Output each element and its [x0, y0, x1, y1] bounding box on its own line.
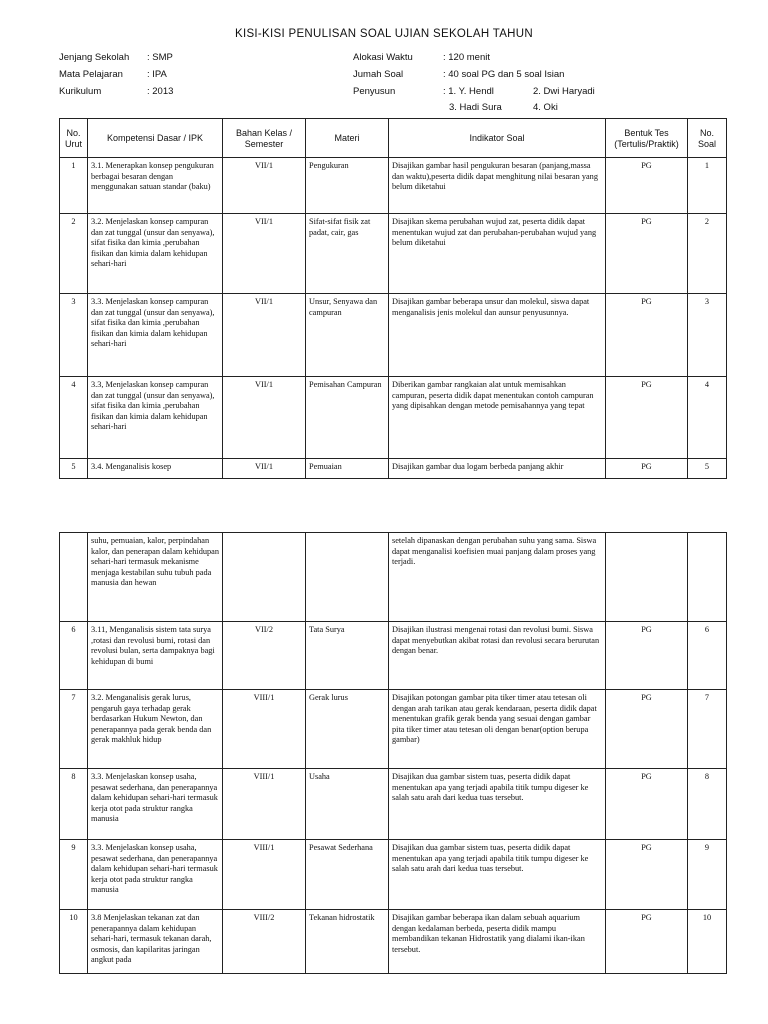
- cell-kd: 3.1. Menerapkan konsep pengukuran berbagai besaran dengan menggunakan satuan standar (baku): [88, 158, 223, 214]
- cell-indikator: Disajikan potongan gambar pita tiker timer atau tetesan oli dengan arah tarikan atau gerak kendaraan, peserta didik dapat menentukan grafik gerak benda yang sesuai dengan gambar pita tiker timer atau tetesan oli dengan benar(option berupa gambar): [389, 690, 606, 769]
- table-row: [60, 910, 727, 974]
- cell-kelas: VII/1: [223, 214, 306, 294]
- kisi-table-page-1: [59, 118, 727, 479]
- cell-materi: Sifat-sifat fisik zat padat, cair, gas: [306, 214, 389, 294]
- cell-materi: Tekanan hidrostatik: [306, 910, 389, 974]
- table-row: [60, 690, 727, 769]
- cell-soal: 2: [688, 214, 727, 294]
- cell-materi: Pesawat Sederhana: [306, 840, 389, 910]
- table-row: [60, 214, 727, 294]
- cell-kelas: VII/1: [223, 294, 306, 377]
- cell-indikator: Disajikan gambar beberapa ikan dalam sebuah aquarium dengan kedalaman berbeda, peserta didik mampu membandikan tekanan Hidrostatik yang dialami ikan-ikan tersebut.: [389, 910, 606, 974]
- cell-kelas: VIII/1: [223, 769, 306, 840]
- info-value-jenjang: : SMP: [147, 52, 173, 63]
- info-label-penyusun: Penyusun: [353, 86, 396, 97]
- cell-kelas: VII/2: [223, 622, 306, 690]
- cell-indikator: Disajikan gambar hasil pengukuran besaran (panjang,massa dan waktu),peserta didik dapat menghitung nilai besaran yang belum diketahui: [389, 158, 606, 214]
- cell-kd: suhu, pemuaian, kalor, perpindahan kalor, dan penerapan dalam kehidupan sehari-hari termasuk mekanisme menjaga kestabilan suhu tubuh pada manusia dan hewan: [88, 533, 223, 622]
- cell-kd: 3.4. Menganalisis kosep: [88, 459, 223, 479]
- table-header-row: [60, 119, 727, 158]
- cell-no: 4: [60, 377, 88, 459]
- cell-bentuk: PG: [606, 910, 688, 974]
- cell-indikator: Disajikan skema perubahan wujud zat, peserta didik dapat menentukan wujud zat dan perubahan-perubahan wujud yang belum diketahui: [389, 214, 606, 294]
- cell-no: 2: [60, 214, 88, 294]
- cell-bentuk: PG: [606, 459, 688, 479]
- cell-no: [60, 533, 88, 622]
- cell-materi: Gerak lurus: [306, 690, 389, 769]
- cell-kd: 3.3. Menjelaskan konsep usaha, pesawat sederhana, dan penerapannya dalam kehidupan sehari-hari termasuk kerja otot pada struktur rangka manusia: [88, 769, 223, 840]
- info-value-penyusun-2: 2. Dwi Haryadi: [533, 86, 595, 97]
- cell-indikator: Disajikan dua gambar sistem tuas, peserta didik dapat menentukan apa yang terjadi apabila titik tumpu digeser ke salah satu arah dari kedua tuas tersebut.: [389, 840, 606, 910]
- info-value-penyusun-3: 3. Hadi Sura: [449, 102, 502, 113]
- cell-bentuk: PG: [606, 769, 688, 840]
- cell-no: 5: [60, 459, 88, 479]
- cell-bentuk: PG: [606, 622, 688, 690]
- cell-no: 3: [60, 294, 88, 377]
- cell-kd: 3.8 Menjelaskan tekanan zat dan penerapannya dalam kehidupan sehari-hari, termasuk tekanan darah, osmosis, dan kapilaritas jaringan angkut pada: [88, 910, 223, 974]
- cell-soal: 4: [688, 377, 727, 459]
- info-label-mapel: Mata Pelajaran: [59, 69, 123, 80]
- info-label-jumlah: Jumah Soal: [353, 69, 404, 80]
- cell-no: 8: [60, 769, 88, 840]
- table-row: [60, 377, 727, 459]
- cell-soal: 9: [688, 840, 727, 910]
- cell-kd: 3.3. Menjelaskan konsep campuran dan zat tunggal (unsur dan senyawa), sifat fisika dan kimia ,perubahan fisikan dan kimia dalam kehidupan sehari-hari: [88, 294, 223, 377]
- cell-kd: 3.11, Menganalisis sistem tata surya ,rotasi dan revolusi bumi, rotasi dan revolusi bulan, serta dampaknya bagi kehidupan di bumi: [88, 622, 223, 690]
- cell-kelas: VII/1: [223, 158, 306, 214]
- cell-no: 10: [60, 910, 88, 974]
- cell-bentuk: PG: [606, 690, 688, 769]
- cell-kelas: VIII/2: [223, 910, 306, 974]
- header-no-urut: No. Urut: [60, 119, 88, 158]
- cell-soal: 8: [688, 769, 727, 840]
- table-row: [60, 459, 727, 479]
- cell-indikator: setelah dipanaskan dengan perubahan suhu yang sama. Siswa dapat menganalisi koefisien muai panjang dalam proses yang terjadi.: [389, 533, 606, 622]
- cell-bentuk: PG: [606, 214, 688, 294]
- table-row: [60, 533, 727, 622]
- cell-kd: 3.3, Menjelaskan konsep campuran dan zat tunggal (unsur dan senyawa), sifat fisika dan kimia ,perubahan fisikan dan kimia dalam kehidupan sehari-hari: [88, 377, 223, 459]
- cell-bentuk: [606, 533, 688, 622]
- info-value-jumlah: : 40 soal PG dan 5 soal Isian: [443, 69, 565, 80]
- cell-no: 1: [60, 158, 88, 214]
- table-row: [60, 294, 727, 377]
- cell-kelas: VIII/1: [223, 690, 306, 769]
- cell-kelas: [223, 533, 306, 622]
- header-materi: Materi: [306, 119, 389, 158]
- table-row: [60, 622, 727, 690]
- cell-no: 6: [60, 622, 88, 690]
- cell-kelas: VIII/1: [223, 840, 306, 910]
- header-no-soal: No. Soal: [688, 119, 727, 158]
- cell-materi: Tata Surya: [306, 622, 389, 690]
- cell-bentuk: PG: [606, 377, 688, 459]
- info-value-kurikulum: : 2013: [147, 86, 174, 97]
- header-bentuk-tes: Bentuk Tes (Tertulis/Praktik): [606, 119, 688, 158]
- cell-indikator: Disajikan dua gambar sistem tuas, peserta didik dapat menentukan apa yang terjadi apabila titik tumpu digeser ke salah satu arah dari kedua tuas tersebut.: [389, 769, 606, 840]
- info-value-penyusun-4: 4. Oki: [533, 102, 558, 113]
- cell-indikator: Disajikan gambar beberapa unsur dan molekul, siswa dapat menganalisis jenis molekul dan aunsur penyusunnya.: [389, 294, 606, 377]
- info-label-jenjang: Jenjang Sekolah: [59, 52, 130, 63]
- info-label-kurikulum: Kurikulum: [59, 86, 102, 97]
- cell-kd: 3.2. Menjelaskan konsep campuran dan zat tunggal (unsur dan senyawa), sifat fisika dan kimia ,perubahan fisikan dan kimia dalam kehidupan sehari-hari: [88, 214, 223, 294]
- cell-indikator: Diberikan gambar rangkaian alat untuk memisahkan campuran, peserta didik dapat menentukan contoh campuran yang dipisahkan dengan metode pemisahannya yang tepat: [389, 377, 606, 459]
- header-kompetensi: Kompetensi Dasar / IPK: [88, 119, 223, 158]
- cell-kelas: VII/1: [223, 459, 306, 479]
- cell-no: 9: [60, 840, 88, 910]
- cell-materi: Unsur, Senyawa dan campuran: [306, 294, 389, 377]
- table-row: [60, 840, 727, 910]
- cell-soal: 3: [688, 294, 727, 377]
- cell-materi: Pemuaian: [306, 459, 389, 479]
- cell-indikator: Disajikan gambar dua logam berbeda panjang akhir: [389, 459, 606, 479]
- cell-materi: Pemisahan Campuran: [306, 377, 389, 459]
- cell-indikator: Disajikan ilustrasi mengenai rotasi dan revolusi bumi. Siswa dapat menyebutkan akibat rotasi dan revolusi secara berurutan dengan benar.: [389, 622, 606, 690]
- info-value-penyusun-1: : 1. Y. Hendl: [443, 86, 494, 97]
- table-row: [60, 158, 727, 214]
- cell-kd: 3.3. Menjelaskan konsep usaha, pesawat sederhana, dan penerapannya dalam kehidupan sehari-hari termasuk kerja otot pada struktur rangka manusia: [88, 840, 223, 910]
- cell-materi: [306, 533, 389, 622]
- document-title: KISI-KISI PENULISAN SOAL UJIAN SEKOLAH TAHUN: [234, 28, 533, 40]
- cell-soal: 7: [688, 690, 727, 769]
- cell-kd: 3.2. Menganalisis gerak lurus, pengaruh gaya terhadap gerak berdasarkan Hukum Newton, dan penerapannya pada gerak benda dan gerak makhluk hidup: [88, 690, 223, 769]
- cell-soal: 5: [688, 459, 727, 479]
- cell-no: 7: [60, 690, 88, 769]
- cell-bentuk: PG: [606, 840, 688, 910]
- cell-soal: 10: [688, 910, 727, 974]
- cell-soal: 1: [688, 158, 727, 214]
- cell-materi: Pengukuran: [306, 158, 389, 214]
- cell-kelas: VII/1: [223, 377, 306, 459]
- cell-bentuk: PG: [606, 158, 688, 214]
- info-value-mapel: : IPA: [147, 69, 167, 80]
- header-bahan-kelas: Bahan Kelas / Semester: [223, 119, 306, 158]
- cell-bentuk: PG: [606, 294, 688, 377]
- cell-soal: [688, 533, 727, 622]
- cell-materi: Usaha: [306, 769, 389, 840]
- cell-soal: 6: [688, 622, 727, 690]
- kisi-table-page-2: [59, 532, 727, 974]
- table-row: [60, 769, 727, 840]
- info-value-alokasi: : 120 menit: [443, 52, 490, 63]
- header-indikator: Indikator Soal: [389, 119, 606, 158]
- info-label-alokasi: Alokasi Waktu: [353, 52, 413, 63]
